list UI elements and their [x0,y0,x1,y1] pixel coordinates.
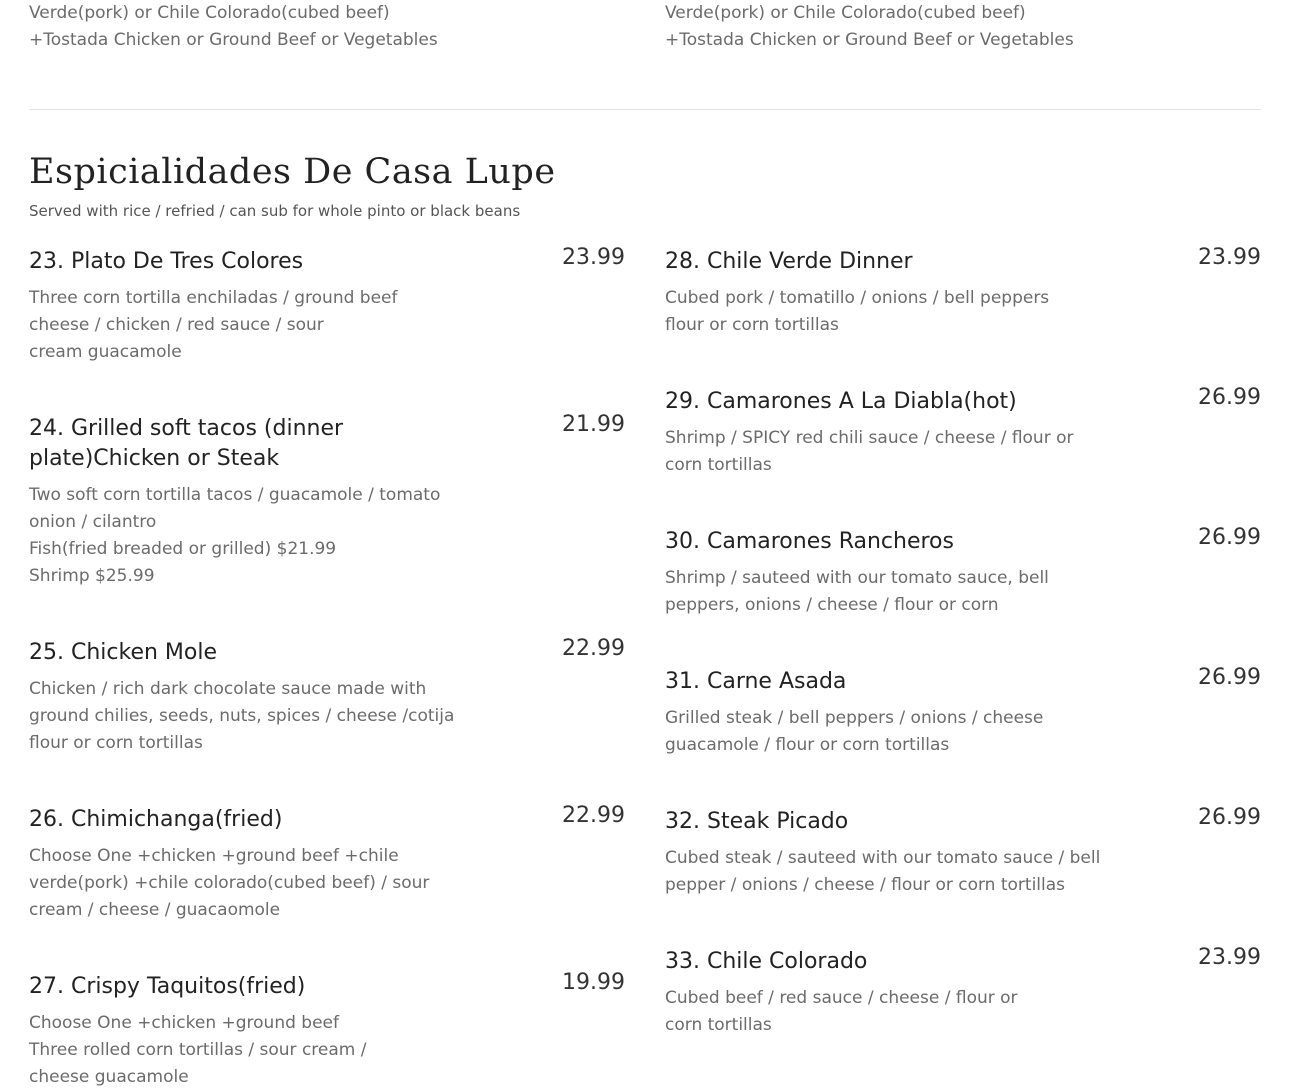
menu-item-description: Shrimp / sauteed with our tomato sauce, bell peppers, onions / cheese / flour or corn [665,568,1049,615]
menu-item-name: 28. Chile Verde Dinner [665,249,913,274]
menu-item-description: Three corn tortilla enchiladas / ground beef cheese / chicken / red sauce / sour cream guacamole [29,288,398,362]
menu-item-name: 27. Crispy Taquitos(fried) [29,974,306,999]
menu-item[interactable] [29,805,625,924]
menu-item[interactable] [29,638,625,757]
menu-item-price: 23.99 [1198,945,1261,970]
menu-item-name: 30. Camarones Rancheros [665,529,954,554]
menu-item[interactable] [665,527,1261,619]
menu-item-price: 23.99 [562,245,625,270]
menu-item[interactable] [665,667,1261,759]
menu-item-description: Choose One +chicken +ground beef Three rolled corn tortillas / sour cream / cheese guacamole [29,1013,367,1087]
menu-item-price: 22.99 [562,803,625,828]
menu-item[interactable] [29,247,625,366]
previous-item-description-right: Verde(pork) or Chile Colorado(cubed beef) +Tostada Chicken or Ground Beef or Vegetables [665,3,1074,50]
section-title: Espicialidades De Casa Lupe [29,152,556,192]
menu-item-price: 22.99 [562,636,625,661]
menu-item-name: 24. Grilled soft tacos (dinner plate)Chicken or Steak [29,416,344,471]
menu-item-description: Grilled steak / bell peppers / onions / cheese guacamole / flour or corn tortillas [665,708,1044,755]
menu-item-description: Chicken / rich dark chocolate sauce made with ground chilies, seeds, nuts, spices / cheese /cotija flour or corn tortillas [29,679,455,753]
menu-item-price: 26.99 [1198,805,1261,830]
menu-item-price: 26.99 [1198,665,1261,690]
menu-item-name: 26. Chimichanga(fried) [29,807,283,832]
previous-item-description-left: Verde(pork) or Chile Colorado(cubed beef) +Tostada Chicken or Ground Beef or Vegetables [29,3,438,50]
menu-item[interactable] [665,807,1261,899]
menu-item-name: 32. Steak Picado [665,809,849,834]
menu-item-price: 23.99 [1198,245,1261,270]
menu-item-description: Two soft corn tortilla tacos / guacamole / tomato onion / cilantro Fish(fried breaded or grilled) $21.99 Shrimp $25.99 [29,485,441,586]
menu-item-name: 25. Chicken Mole [29,640,218,665]
menu-item[interactable] [665,247,1261,339]
menu-item-description: Shrimp / SPICY red chili sauce / cheese / flour or corn tortillas [665,428,1074,475]
menu-item-price: 26.99 [1198,525,1261,550]
menu-item-description: Cubed steak / sauteed with our tomato sauce / bell pepper / onions / cheese / flour or corn tortillas [665,848,1101,895]
menu-item-name: 31. Carne Asada [665,669,847,694]
menu-item[interactable] [29,414,625,590]
menu-item-price: 19.99 [562,970,625,995]
menu-item-description: Choose One +chicken +ground beef +chile verde(pork) +chile colorado(cubed beef) / sour cream / cheese / guacaomole [29,846,430,920]
section-subtitle: Served with rice / refried / can sub for whole pinto or black beans [29,202,521,220]
menu-item-description: Cubed pork / tomatillo / onions / bell peppers flour or corn tortillas [665,288,1050,335]
menu-item[interactable] [665,947,1261,1039]
menu-item-name: 33. Chile Colorado [665,949,868,974]
menu-item-description: Cubed beef / red sauce / cheese / flour or corn tortillas [665,988,1018,1035]
menu-item-price: 21.99 [562,412,625,437]
menu-item[interactable] [29,972,625,1091]
menu-item-price: 26.99 [1198,385,1261,410]
menu-item-name: 23. Plato De Tres Colores [29,249,304,274]
menu-item-name: 29. Camarones A La Diabla(hot) [665,389,1017,414]
menu-item[interactable] [665,387,1261,479]
section-divider [29,109,1261,110]
